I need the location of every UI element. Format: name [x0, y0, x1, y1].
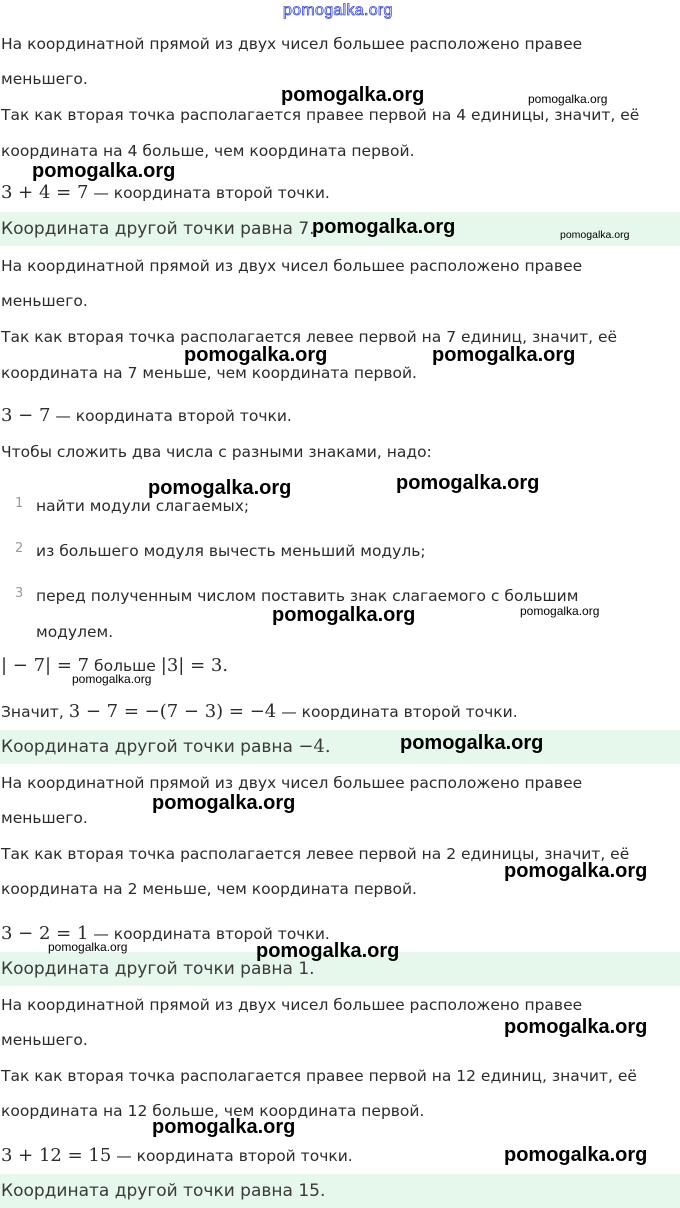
watermark: pomogalka.org [528, 92, 608, 106]
watermark: pomogalka.org [504, 1144, 648, 1166]
watermark: pomogalka.org [152, 792, 296, 814]
rule-line-1: На координатной прямой из двух чисел большее расположено правее [1, 35, 583, 53]
rule-line-1: На координатной прямой из двух чисел большее расположено правее [1, 257, 583, 275]
explain-line-2: координата на 4 больше, чем координата первой. [1, 142, 415, 160]
explain-line-2: координата на 2 меньше, чем координата первой. [1, 880, 417, 898]
list-item [0, 496, 680, 518]
watermark: pomogalka.org [48, 940, 128, 954]
list-item-continuation: модулем. [36, 623, 114, 641]
watermark: pomogalka.org [312, 216, 456, 238]
absolute-compare-line: | − 7| = 7 больше |3| = 3. [1, 655, 229, 676]
explain-line-1: Так как вторая точка располагается правее первой на 12 единиц, значит, её [1, 1067, 637, 1085]
equation-line: 3 − 7 — координата второй точки. [1, 405, 292, 426]
watermark: pomogalka.org [560, 229, 630, 241]
equation-line: 3 + 12 = 15 — координата второй точки. [1, 1145, 353, 1166]
answer-box-4: Координата другой точки равна 15. [0, 1174, 680, 1208]
addition-rule-intro: Чтобы сложить два числа с разными знаками, надо: [1, 443, 432, 461]
rule-line-2: меньшего. [1, 1031, 88, 1049]
explain-line-2: координата на 7 меньше, чем координата первой. [1, 364, 417, 382]
watermark: pomogalka.org [72, 672, 152, 686]
watermark: pomogalka.org [32, 160, 176, 182]
watermark: pomogalka.org [184, 344, 328, 366]
list-item [0, 541, 680, 563]
watermark: pomogalka.org [256, 940, 400, 962]
watermark: pomogalka.org [432, 344, 576, 366]
list-item-text: из большего модуля вычесть меньший модуль; [36, 542, 426, 560]
equation-line: 3 − 2 = 1 — координата второй точки. [1, 923, 330, 944]
watermark: pomogalka.org [152, 1116, 296, 1138]
rule-line-1: На координатной прямой из двух чисел большее расположено правее [1, 996, 583, 1014]
list-item-text: перед полученным числом поставить знак слагаемого с большим [36, 587, 579, 605]
watermark: pomogalka.org [504, 1016, 648, 1038]
answer-box-1: Координата другой точки равна 7. [0, 212, 680, 246]
rule-line-2: меньшего. [1, 70, 88, 88]
explain-line-1: Так как вторая точка располагается правее первой на 4 единицы, значит, её [1, 106, 640, 124]
list-item-text: найти модули слагаемых; [36, 497, 250, 515]
conclusion-line: Значит, 3 − 7 = −(7 − 3) = −4 — координата второй точки. [1, 701, 518, 722]
explain-line-1: Так как вторая точка располагается левее первой на 7 единиц, значит, её [1, 328, 618, 346]
watermark: pomogalka.org [504, 860, 648, 882]
watermark: pomogalka.org [520, 604, 600, 618]
answer-box-3: Координата другой точки равна 1. [0, 952, 680, 986]
equation-line: 3 + 4 = 7 — координата второй точки. [1, 182, 330, 203]
answer-box-2: Координата другой точки равна −4. [0, 730, 680, 764]
rule-line-2: меньшего. [1, 809, 88, 827]
watermark: pomogalka.org [396, 472, 540, 494]
watermark: pomogalka.org [272, 604, 416, 626]
explain-line-1: Так как вторая точка располагается левее первой на 2 единицы, значит, её [1, 845, 630, 863]
list-item-number: 1 [15, 496, 24, 511]
watermark: pomogalka.org [400, 732, 544, 754]
list-item-number: 2 [15, 541, 24, 556]
explain-line-2: координата на 12 больше, чем координата первой. [1, 1102, 425, 1120]
watermark-top: pomogalka.org [283, 2, 393, 19]
rule-line-1: На координатной прямой из двух чисел большее расположено правее [1, 774, 583, 792]
list-item-number: 3 [15, 586, 24, 601]
rule-line-2: меньшего. [1, 292, 88, 310]
watermark: pomogalka.org [148, 477, 292, 499]
watermark: pomogalka.org [281, 84, 425, 106]
